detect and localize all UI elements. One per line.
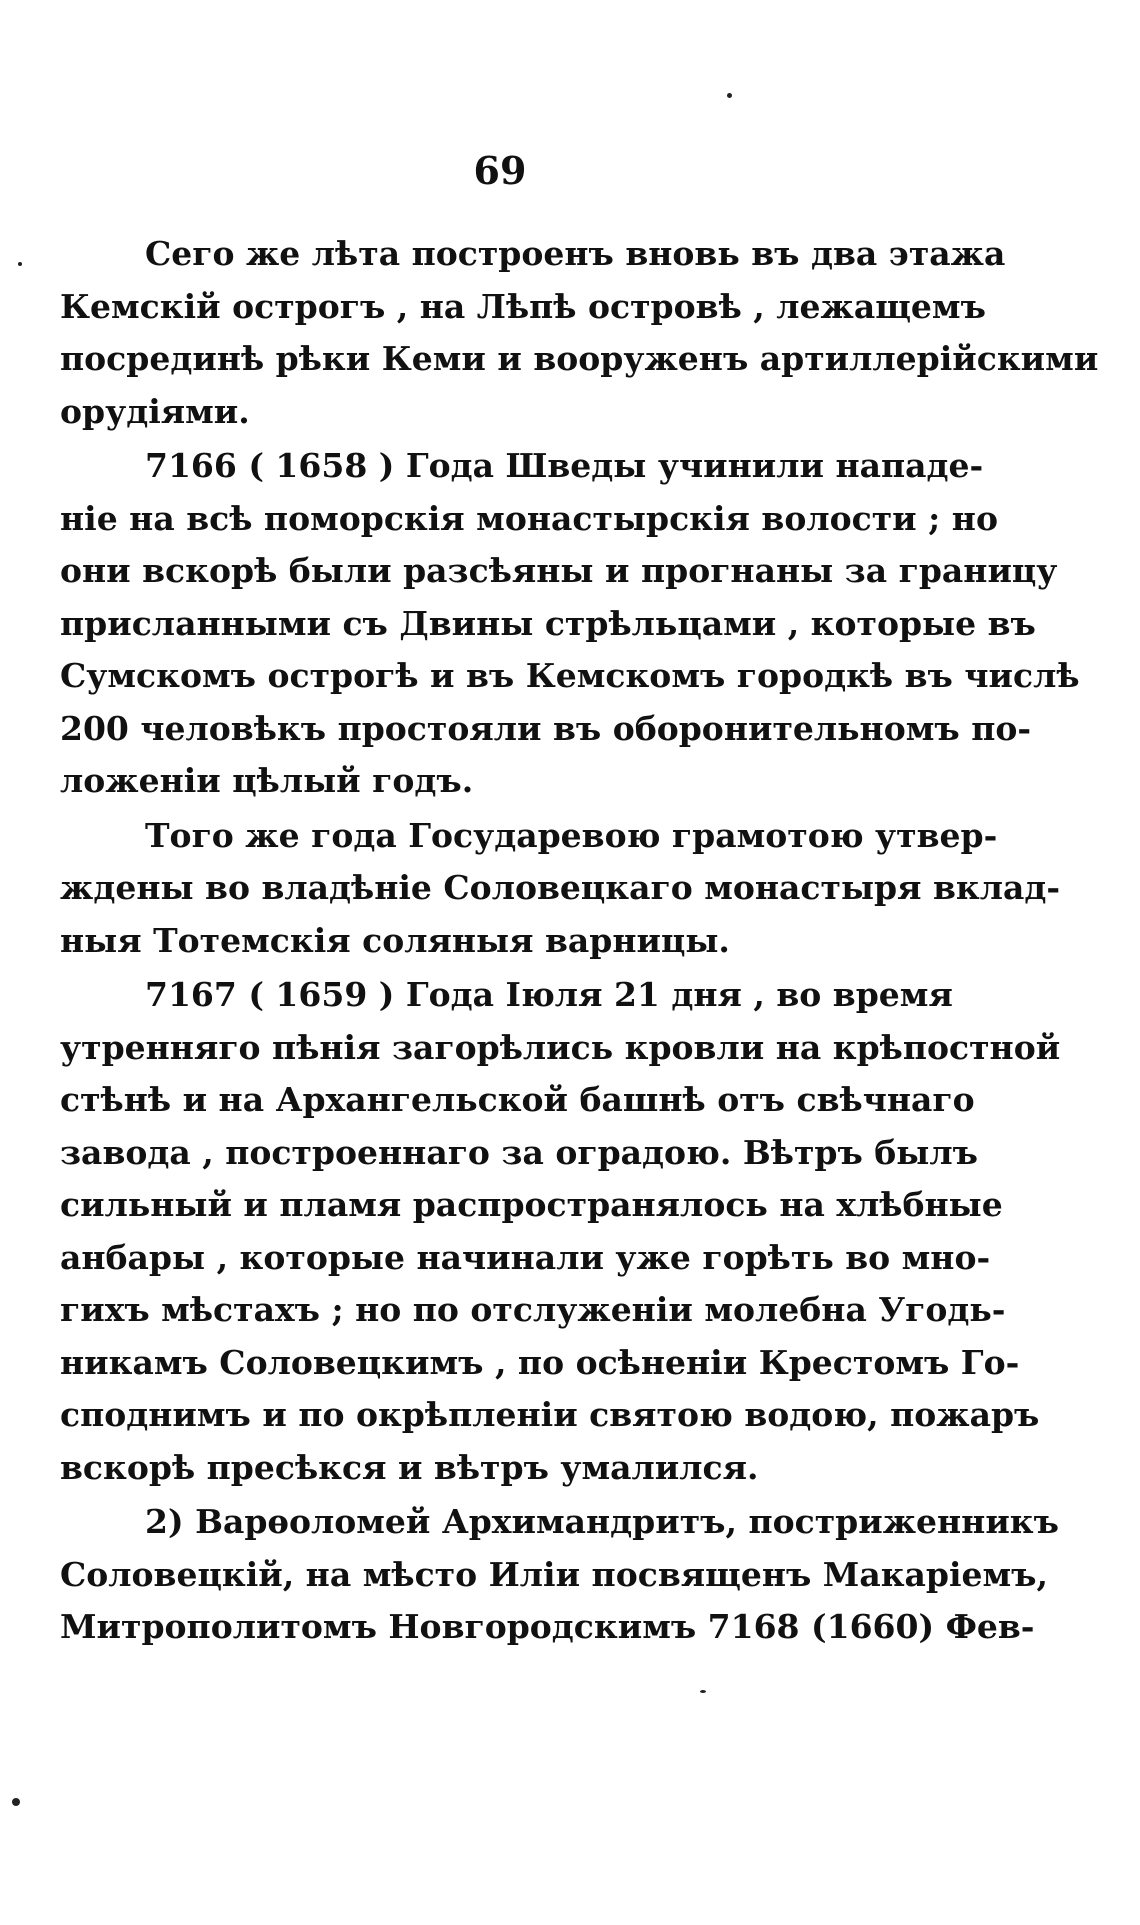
- text-line: утренняго пѣнія загорѣлись кровли на крѣпостной: [60, 1027, 1061, 1067]
- text-line: ніе на всѣ поморскія монастырскія волости ; но: [60, 498, 998, 538]
- text-line: ложеніи цѣлый годъ.: [60, 761, 474, 800]
- scan-speck: [18, 262, 22, 266]
- text-line: Того же года Государевою грамотою утвер-: [145, 815, 998, 855]
- text-line: Сего же лѣта построенъ вновь въ два этажа: [145, 234, 1006, 273]
- text-line: стѣнѣ и на Архангельской башнѣ отъ свѣчнаго: [60, 1080, 975, 1119]
- text-line: они вскорѣ были разсѣяны и прогнаны за границу: [60, 551, 1058, 590]
- text-line: 7167 ( 1659 ) Года Іюля 21 дня , во время: [145, 975, 953, 1014]
- text-line: Соловецкій, на мѣсто Иліи посвященъ Макаріемъ,: [60, 1554, 1048, 1594]
- text-line: Митрополитомъ Новгородскимъ 7168 (1660) Фев-: [60, 1607, 1035, 1646]
- page-number: 69: [473, 148, 527, 193]
- text-line: 2) Варѳоломей Архимандритъ, постриженникъ: [145, 1502, 1059, 1541]
- paragraph: [60, 810, 1061, 968]
- scan-speck: [727, 93, 732, 98]
- text-line: 7166 ( 1658 ) Года Шведы учинили нападе-: [145, 446, 984, 485]
- paragraph: [60, 228, 1099, 438]
- text-line: ждены во владѣніе Соловецкаго монастыря вклад-: [60, 868, 1061, 907]
- scan-speck: [12, 1798, 20, 1806]
- text-line: анбары , которые начинали уже горѣть во мно-: [60, 1237, 991, 1277]
- text-line: завода , построеннаго за оградою. Вѣтръ былъ: [60, 1132, 978, 1172]
- text-line: 200 человѣкъ простояли въ оборонительномъ по-: [60, 708, 1032, 748]
- scan-speck: [700, 1690, 706, 1693]
- text-line: вскорѣ пресѣкся и вѣтръ умалился.: [60, 1447, 759, 1487]
- text-line: никамъ Соловецкимъ , по осѣненіи Крестомъ Го-: [60, 1342, 1020, 1382]
- text-line: присланными съ Двины стрѣльцами , которые въ: [60, 603, 1036, 643]
- text-line: посрединѣ рѣки Кеми и вооруженъ артиллерійскими: [60, 339, 1099, 378]
- text-line: сильный и пламя распространялось на хлѣбные: [60, 1185, 1003, 1224]
- text-line: гихъ мѣстахъ ; но по отслуженіи молебна Угодь-: [60, 1290, 1006, 1329]
- paragraph: [60, 440, 1080, 808]
- text-line: споднимъ и по окрѣпленіи святою водою, пожаръ: [60, 1395, 1040, 1434]
- text-line: Сумскомъ острогѣ и въ Кемскомъ городкѣ въ числѣ: [60, 656, 1080, 695]
- paragraph: [60, 1496, 1059, 1654]
- text-line: орудіями.: [60, 391, 250, 431]
- text-line: ныя Тотемскія соляныя варницы.: [60, 920, 730, 960]
- body-text: [60, 228, 1099, 1654]
- text-line: Кемскій острогъ , на Лѣпѣ островѣ , лежащемъ: [60, 286, 986, 326]
- paragraph: [60, 969, 1061, 1494]
